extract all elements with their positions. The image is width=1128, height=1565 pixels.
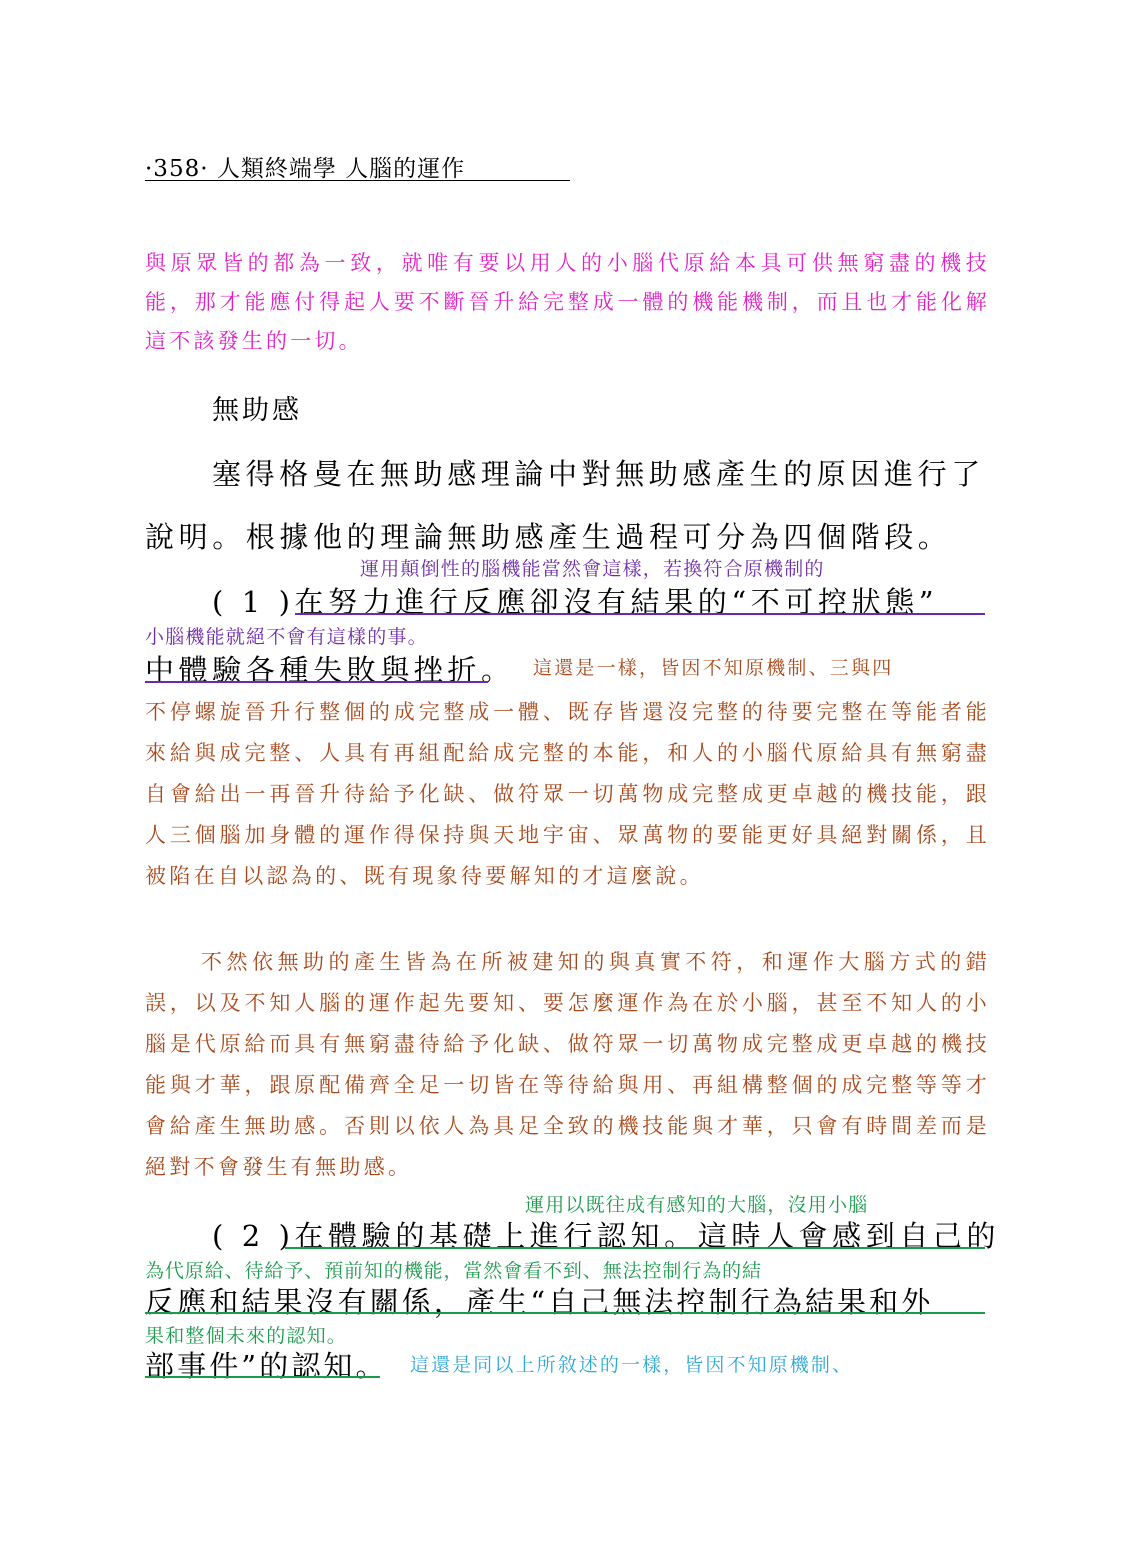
body-line-2: 說明。根據他的理論無助感產生過程可分為四個階段。 [145,520,952,554]
header-rule [145,180,570,181]
item1-period: 。 [481,653,515,687]
item2-annotation-below: 果和整個未來的認知。 [145,1325,348,1347]
item1-underline-2 [145,681,488,683]
item1-text-2: 中體驗各種失敗與挫折 [145,653,482,687]
item1-underline-1 [295,613,985,615]
item1-annotation-below: 小腦機能就絕不會有這樣的事。 [145,626,428,648]
running-header: ·358· 人類終端學 人腦的運作 [145,156,466,182]
body-line-1: 塞得格曼在無助感理論中對無助感產生的原因進行了 [212,457,985,491]
item2-annotation-mid: 為代原給、待給予、預前知的機能，當然會看不到、無法控制行為的結 [145,1260,762,1282]
item2-underline-2 [145,1312,985,1314]
comment-paragraph-2: 不然依無助的產生皆為在所被建知的與真實不符，和運作大腦方式的錯誤，以及不知人腦的運作起先要知、要怎麼運作為在於小腦，甚至不知人的小腦是代原給而具有無窮盡待給予化缺、做符眾一切萬物成完整成更卓越的機技能與才華，跟原配備齊全足一切皆在等待給與用、再組構整個的成完整等等才會給產生無助感。否則以依人為具足全致的機技能與才華，只會有時間差而是絕對不會發生有無助感。 [145,950,990,1179]
section-heading: 無助感 [212,395,302,426]
item1-comment-start: 這還是一樣，皆因不知原機制、三與四 [533,657,894,679]
magenta-paragraph: 與原眾皆的都為一致，就唯有要以用人的小腦代原給本具可供無窮盡的機技能，那才能應付得起人要不斷晉升給完整成一體的機能機制，而且也才能化解這不該發生的一切。 [145,251,990,353]
comment-paragraph-1: 不停螺旋晉升行整個的成完整成一體、既存皆還沒完整的待要完整在等能者能來給與成完整、人具有再組配給成完整的本能，和人的小腦代原給具有無窮盡自會給出一再晉升待給予化缺、做符眾一切萬物成完整成更卓越的機技能，跟人三個腦加身體的運作得保持與天地宇宙、眾萬物的要能更好具絕對關係，且被陷在自以認為的、既有現象待要解知的才這麼說。 [145,700,990,888]
item2-number: ( 2 ) [212,1219,295,1253]
item2-annotation-above: 運用以既往成有感知的大腦，沒用小腦 [525,1194,869,1216]
item2-comment-start: 這還是同以上所敘述的一樣，皆因不知原機制、 [410,1354,854,1376]
item1-number: ( 1 ) [212,585,295,619]
item2-line-2: 反應和結果沒有關係，產生“自己無法控制行為結果和外 [145,1285,934,1319]
item1-text-1: 在努力進行反應卻沒有結果的“不可控狀態” [294,585,939,619]
item2-period: 。 [355,1349,388,1383]
item2-text-1: 在體驗的基礎上進行認知。這時人會感到自己的 [294,1219,1001,1253]
item2-text-3: 部事件”的認知 [145,1349,356,1383]
item1-annotation-above: 運用顛倒性的腦機能當然會這樣，若換符合原機制的 [360,558,825,580]
item2-underline-3 [145,1376,380,1378]
item2-line-3 [145,1344,388,1385]
item2-underline-1 [285,1247,985,1249]
